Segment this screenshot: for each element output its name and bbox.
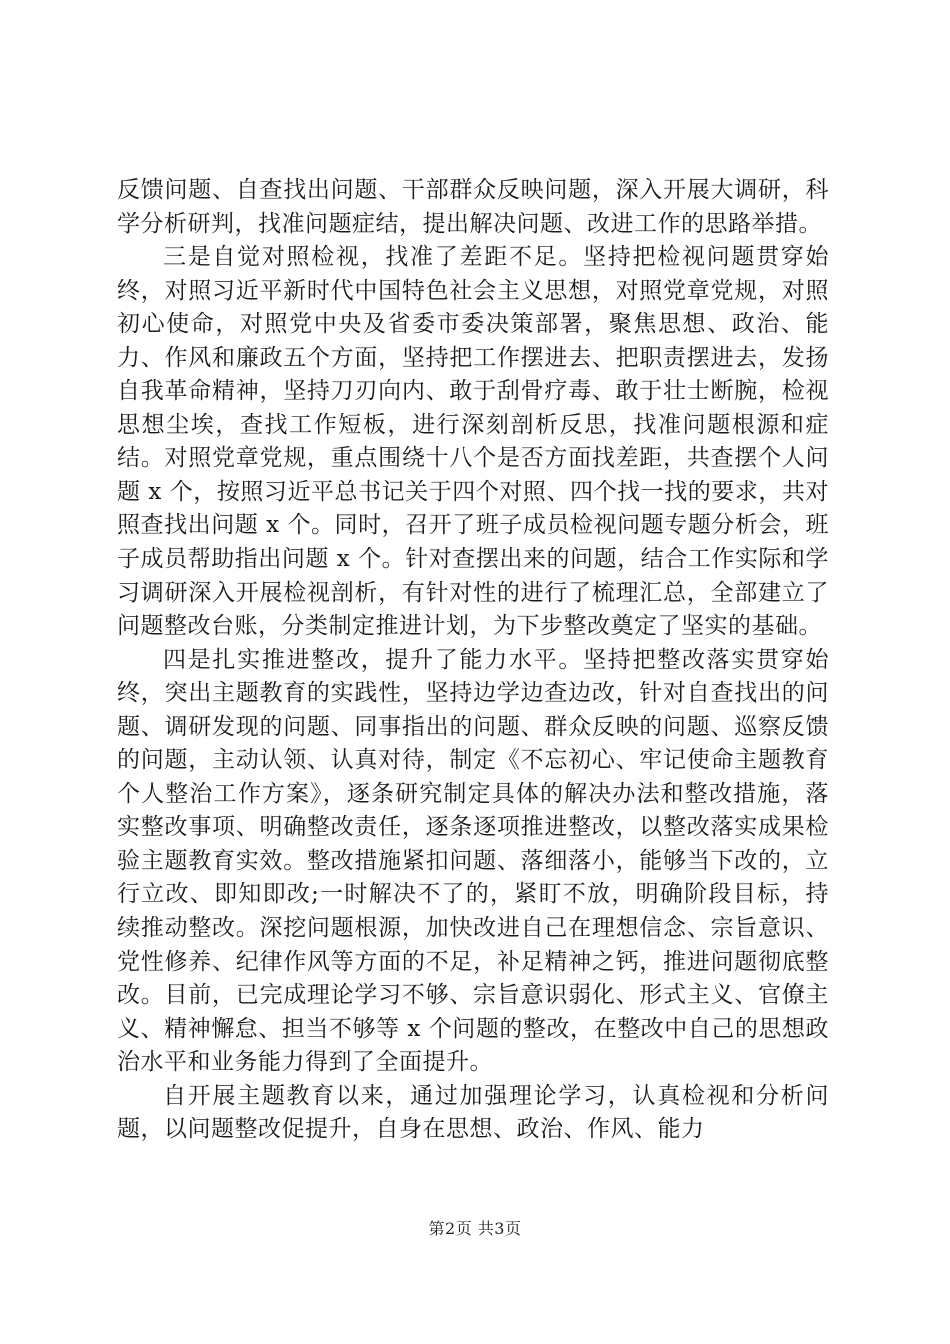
- paragraph-3: 四是扎实推进整改，提升了能力水平。坚持把整改落实贯穿始终，突出主题教育的实践性，坚持边学边查边改，针对自查找出的问题、调研发现的问题、同事指出的问题、群众反映的问题、巡察反馈的问题，主动认领、认真对待，制定《不忘初心、牢记使命主题教育个人整治工作方案》，逐条研究制定具体的解决办法和整改措施，落实整改事项、明确整改责任，逐条逐项推进整改，以整改落实成果检验主题教育实效。整改措施紧扣问题、落细落小，能够当下改的，立行立改、即知即改;一时解决不了的，紧盯不放，明确阶段目标，持续推动整改。深挖问题根源，加快改进自己在理想信念、宗旨意识、党性修养、纪律作风等方面的不足，补足精神之钙，推进问题彻底整改。目前，已完成理论学习不够、宗旨意识弱化、形式主义、官僚主义、精神懈怠、担当不够等 x 个问题的整改，在整改中自己的思想政治水平和业务能力得到了全面提升。: [117, 646, 829, 1076]
- paragraph-4: 自开展主题教育以来，通过加强理论学习，认真检视和分析问题，以问题整改促提升，自身在思想、政治、作风、能力: [117, 1082, 829, 1143]
- paragraph-2: 三是自觉对照检视，找准了差距不足。坚持把检视问题贯穿始终，对照习近平新时代中国特色社会主义思想，对照党章党规，对照初心使命，对照党中央及省委市委决策部署，聚焦思想、政治、能力、作风和廉政五个方面，坚持把工作摆进去、把职责摆进去，发扬自我革命精神，坚持刀刃向内、敢于刮骨疗毒、敢于壮士断腕，检视思想尘埃，查找工作短板，进行深刻剖析反思，找准问题根源和症结。对照党章党规，重点围绕十八个是否方面找差距，共查摆个人问题 x 个，按照习近平总书记关于四个对照、四个找一找的要求，共对照查找出问题 x 个。同时，召开了班子成员检视问题专题分析会，班子成员帮助指出问题 x 个。针对查摆出来的问题，结合工作实际和学习调研深入开展检视剖析，有针对性的进行了梳理汇总，全部建立了问题整改台账，分类制定推进计划，为下步整改奠定了坚实的基础。: [117, 244, 829, 640]
- paragraph-1: 反馈问题、自查找出问题、干部群众反映问题，深入开展大调研，科学分析研判，找准问题症结，提出解决问题、改进工作的思路举措。: [117, 177, 829, 237]
- document-body: [117, 174, 829, 1147]
- page-number-footer: 第2页 共3页: [428, 1219, 522, 1238]
